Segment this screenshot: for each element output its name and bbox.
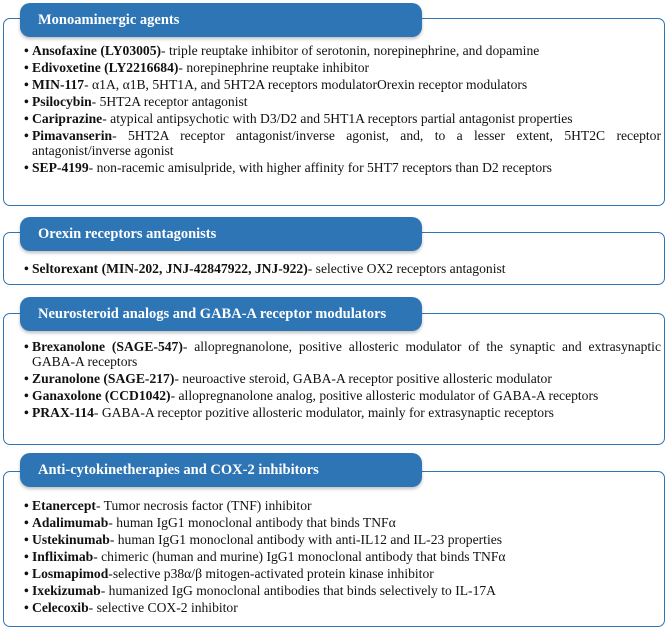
list-item: • Cariprazine- atypical antipsychotic with D3/D2 and 5HT1A receptors partial antagonist properties: [24, 111, 573, 126]
item-list-neurosteroid: [24, 340, 661, 423]
drug-name: Losmapimod: [32, 566, 109, 581]
drug-name: Etanercept: [32, 498, 96, 513]
drug-description: - neuroactive steroid, GABA-A receptor positive allosteric modulator: [174, 370, 552, 386]
list-item: • Ansofaxine (LY03005)- triple reuptake inhibitor of serotonin, norepinephrine, and dopamine: [24, 43, 540, 58]
list-item: • Zuranolone (SAGE-217)- neuroactive steroid, GABA-A receptor positive allosteric modulator: [24, 370, 552, 386]
drug-name: SEP-4199: [32, 159, 89, 175]
list-item: • Brexanolone (SAGE-547)- allopregnanolone, positive allosteric modulator of the synaptic and extrasynaptic GABA-A receptors: [24, 339, 661, 369]
list-item: • Seltorexant (MIN-202, JNJ-42847922, JNJ-922)- selective OX2 receptors antagonist: [24, 261, 506, 276]
drug-name: Psilocybin: [32, 94, 92, 109]
list-item: • Infliximab- chimeric (human and murine) IgG1 monoclonal antibody that binds TNFα: [24, 549, 506, 564]
drug-name: Zuranolone (SAGE-217): [32, 370, 175, 386]
list-item: • Edivoxetine (LY2216684)- norepinephrine reuptake inhibitor: [24, 60, 370, 75]
list-item: • MIN-117- α1A, α1B, 5HT1A, and 5HT2A receptors modulatorOrexin receptor modulators: [24, 77, 528, 92]
drug-description: - humanized IgG monoclonal antibodies that binds selectively to IL-17A: [100, 583, 496, 598]
drug-description: - selective COX-2 inhibitor: [88, 600, 238, 615]
drug-name: Ustekinumab: [32, 532, 110, 547]
drug-description: - GABA-A receptor pozitive allosteric modulator, mainly for extrasynaptic receptors: [93, 404, 554, 420]
drug-name: Ixekizumab: [32, 583, 101, 598]
list-item: • SEP-4199- non-racemic amisulpride, with higher affinity for 5HT7 receptors than D2 receptors: [24, 159, 552, 175]
section-title-anti-cytokine: Anti-cytokinetherapies and COX-2 inhibitors: [20, 453, 422, 487]
list-item: • Ustekinumab- human IgG1 monoclonal antibody with anti-IL12 and IL-23 properties: [24, 532, 503, 547]
drug-name: Brexanolone (SAGE-547): [32, 339, 183, 354]
drug-description: - Tumor necrosis factor (TNF) inhibitor: [95, 498, 312, 513]
drug-description: -selective p38α/β mitogen-activated protein kinase inhibitor: [108, 566, 434, 581]
drug-name: PRAX-114: [32, 404, 94, 420]
drug-name: Cariprazine: [32, 111, 103, 126]
list-item: • Losmapimod-selective p38α/β mitogen-activated protein kinase inhibitor: [24, 566, 434, 581]
section-title-neurosteroid: Neurosteroid analogs and GABA-A receptor modulators: [20, 297, 422, 331]
list-item: • Etanercept- Tumor necrosis factor (TNF) inhibitor: [24, 498, 312, 513]
list-item: • Psilocybin- 5HT2A receptor antagonist: [24, 94, 248, 109]
section-title-monoaminergic: Monoaminergic agents: [20, 3, 422, 37]
drug-description: - human IgG1 monoclonal antibody that binds TNFα: [108, 515, 396, 530]
drug-description: - atypical antipsychotic with D3/D2 and 5HT1A receptors partial antagonist properties: [102, 111, 573, 126]
drug-name: Celecoxib: [32, 600, 89, 615]
drug-name: Ganaxolone (CCD1042): [32, 387, 171, 403]
drug-name: Edivoxetine (LY2216684): [32, 60, 179, 75]
list-item: • Ixekizumab- humanized IgG monoclonal antibodies that binds selectively to IL-17A: [24, 583, 496, 598]
drug-description: - human IgG1 monoclonal antibody with anti-IL12 and IL-23 properties: [109, 532, 503, 547]
drug-description: - non-racemic amisulpride, with higher affinity for 5HT7 receptors than D2 receptors: [88, 159, 552, 175]
drug-name: Ansofaxine (LY03005): [32, 43, 162, 58]
drug-description: - selective OX2 receptors antagonist: [307, 261, 506, 276]
drug-description: - 5HT2A receptor antagonist/inverse agonist, and, to a lesser extent, 5HT2C receptor antagonist/inverse agonist: [32, 128, 661, 158]
drug-description: - chimeric (human and murine) IgG1 monoclonal antibody that binds TNFα: [93, 549, 506, 564]
item-list-monoaminergic: [24, 44, 661, 178]
list-item: • Ganaxolone (CCD1042)- allopregnanolone analog, positive allosteric modulator of GABA-A receptors: [24, 387, 599, 403]
drug-description: - norepinephrine reuptake inhibitor: [178, 60, 370, 75]
drug-name: Pimavanserin: [32, 128, 113, 143]
section-title-orexin: Orexin receptors antagonists: [20, 217, 422, 251]
drug-description: - allopregnanolone analog, positive allosteric modulator of GABA-A receptors: [170, 387, 599, 403]
drug-name: Seltorexant (MIN-202, JNJ-42847922, JNJ-922): [32, 261, 308, 276]
item-list-anti-cytokine: [24, 499, 661, 618]
list-item: • Celecoxib- selective COX-2 inhibitor: [24, 600, 238, 615]
drug-description: - α1A, α1B, 5HT1A, and 5HT2A receptors modulatorOrexin receptor modulators: [84, 77, 528, 92]
drug-description: - triple reuptake inhibitor of serotonin, norepinephrine, and dopamine: [161, 43, 540, 58]
drug-name: Adalimumab: [32, 515, 109, 530]
item-list-orexin: [24, 262, 661, 279]
drug-name: MIN-117: [32, 77, 85, 92]
list-item: • Adalimumab- human IgG1 monoclonal antibody that binds TNFα: [24, 515, 396, 530]
list-item: • Pimavanserin- 5HT2A receptor antagonist/inverse agonist, and, to a lesser extent, 5HT2C receptor antagonist/inverse agonist: [24, 128, 661, 158]
list-item: • PRAX-114- GABA-A receptor pozitive allosteric modulator, mainly for extrasynaptic receptors: [24, 404, 554, 420]
drug-description: - allopregnanolone, positive allosteric modulator of the synaptic and extrasynaptic GABA-A receptors: [32, 339, 661, 369]
drug-description: - 5HT2A receptor antagonist: [91, 94, 248, 109]
drug-name: Infliximab: [32, 549, 94, 564]
